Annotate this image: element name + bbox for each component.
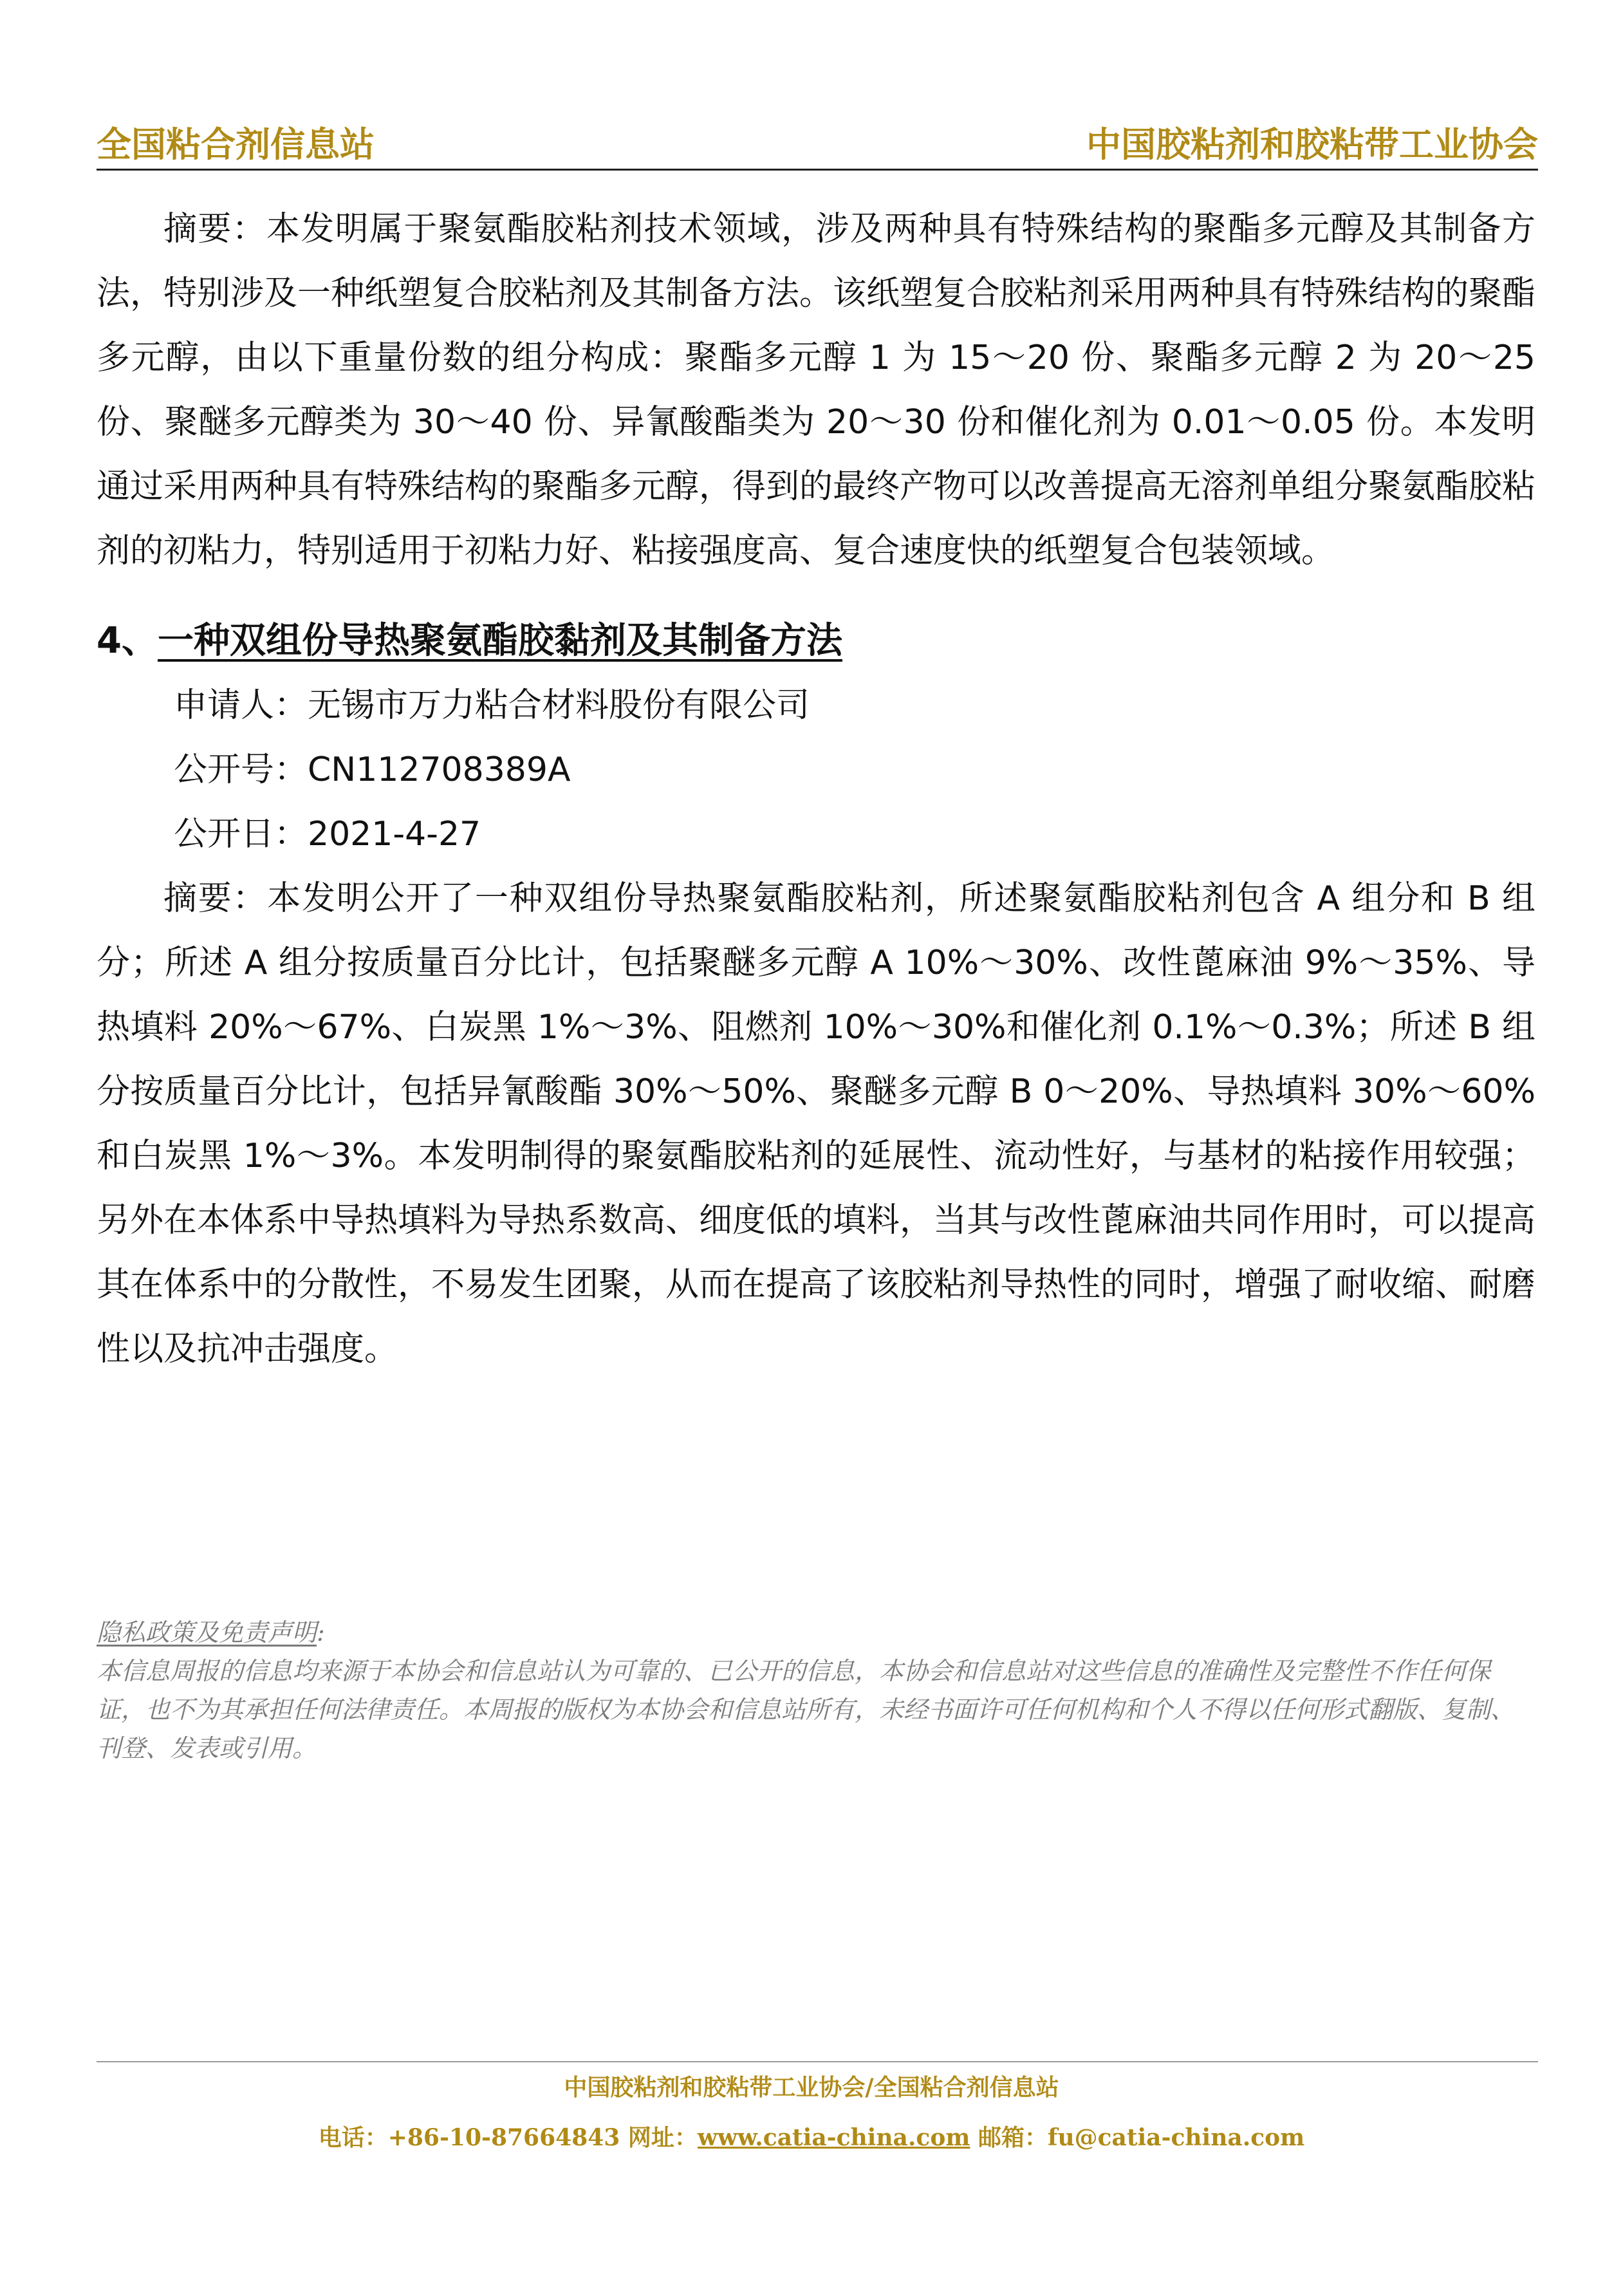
disclaimer-text: 本信息周报的信息均来源于本协会和信息站认为可靠的、已公开的信息，本协会和信息站对这些信息的准确性及完整性不作任何保证，也不为其承担任何法律责任。本周报的版权为本协会和信息站所有，未经书面许可任何机构和个人不得以任何形式翻版、复制、刊登、发表或引用。: [97, 1657, 1516, 1762]
publication-number: 公开号：CN112708389A: [174, 751, 571, 789]
section-4-abstract: 摘要：本发明公开了一种双组份导热聚氨酯胶粘剂，所述聚氨酯胶粘剂包含 A 组分和 B 组分；所述 A 组分按质量百分比计，包括聚醚多元醇 A 10%～30%、改性蓖麻油 9%～35%、导热填料 20%～67%、白炭黑 1%～3%、阻燃剂 10%～30%和催化剂 0.1%～0.3%；所述 B 组分按质量百分比计，包括异氰酸酯 30%～50%、聚醚多元醇 B 0～20%、导热填料 30%～60%和白炭黑 1%～3%。本发明制得的聚氨酯胶粘剂的延展性、流动性好，与基材的粘接作用较强；另外在本体系中导热填料为导热系数高、细度低的填料，当其与改性蓖麻油共同作用时，可以提高其在体系中的分散性，不易发生团聚，从而在提高了该胶粘剂导热性的同时，增强了耐收缩、耐磨性以及抗冲击强度。: [97, 879, 1536, 1368]
section-4-heading: [97, 609, 1535, 673]
main-content: [97, 197, 1535, 1381]
footer-contact: [0, 2120, 1623, 2152]
footer-organization: 中国胶粘剂和胶粘带工业协会/全国粘合剂信息站: [564, 2074, 1059, 2101]
header-site-name: 全国粘合剂信息站: [97, 124, 375, 165]
publication-date: 公开日：2021-4-27: [174, 815, 481, 854]
page-header: [97, 115, 1538, 171]
footer-website-link[interactable]: www.catia-china.com: [697, 2124, 970, 2151]
footer-phone: 电话：+86-10-87664843 网址：: [318, 2124, 698, 2151]
section-4-number: 4、: [97, 620, 158, 662]
footer-divider: [97, 2061, 1538, 2062]
footer-email[interactable]: fu@catia-china.com: [1047, 2124, 1305, 2151]
disclaimer: [97, 1613, 1535, 1768]
applicant: 申请人：无锡市万力粘合材料股份有限公司: [174, 686, 810, 725]
header-association-name: 中国胶粘剂和胶粘带工业协会: [1086, 124, 1538, 165]
disclaimer-heading: [97, 1613, 1535, 1652]
disclaimer-title: 隐私政策及免责声明: [97, 1618, 317, 1647]
footer-email-label: 邮箱：: [970, 2124, 1048, 2151]
section-4-title: 一种双组份导热聚氨酯胶黏剂及其制备方法: [157, 620, 842, 662]
disclaimer-colon: :: [317, 1618, 325, 1647]
previous-abstract: 摘要：本发明属于聚氨酯胶粘剂技术领域，涉及两种具有特殊结构的聚酯多元醇及其制备方法，特别涉及一种纸塑复合胶粘剂及其制备方法。该纸塑复合胶粘剂采用两种具有特殊结构的聚酯多元醇，由以下重量份数的组分构成：聚酯多元醇 1 为 15～20 份、聚酯多元醇 2 为 20～25 份、聚醚多元醇类为 30～40 份、异氰酸酯类为 20～30 份和催化剂为 0.01～0.05 份。本发明通过采用两种具有特殊结构的聚酯多元醇，得到的最终产物可以改善提高无溶剂单组分聚氨酯胶粘剂的初粘力，特别适用于初粘力好、粘接强度高、复合速度快的纸塑复合包装领域。: [97, 210, 1536, 570]
